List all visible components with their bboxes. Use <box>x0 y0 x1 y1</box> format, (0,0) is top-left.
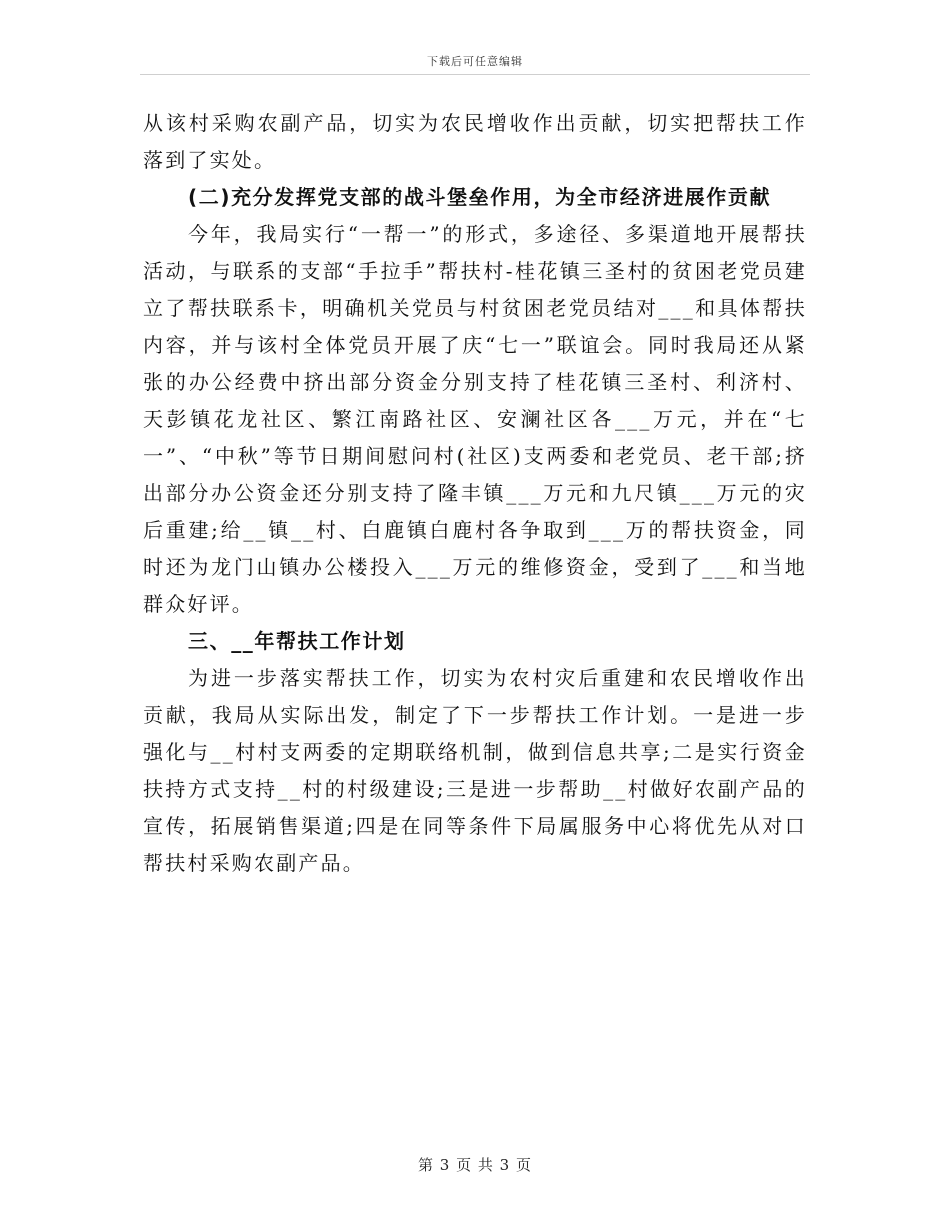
paragraph-party-branch: 今年，我局实行“一帮一”的形式，多途径、多渠道地开展帮扶活动，与联系的支部“手拉手”帮扶村-桂花镇三圣村的贫困老党员建立了帮扶联系卡，明确机关党员与村贫困老党员结对___和具体帮扶内容，并与该村全体党员开展了庆“七一”联谊会。同时我局还从紧张的办公经费中挤出部分资金分别支持了桂花镇三圣村、利济村、天彭镇花龙社区、繁江南路社区、安澜社区各___万元，并在“七一”、“中秋”等节日期间慰问村(社区)支两委和老党员、老干部;挤出部分办公资金还分别支持了隆丰镇___万元和九尺镇___万元的灾后重建;给__镇__村、白鹿镇白鹿村各争取到___万的帮扶资金，同时还为龙门山镇办公楼投入___万元的维修资金，受到了___和当地群众好评。 <box>143 222 807 616</box>
section-heading-3: 三、__年帮扶工作计划 <box>188 629 406 653</box>
page-footer: 第 3 页 共 3 页 <box>418 1156 532 1174</box>
paragraph-continuation: 从该村采购农副产品，切实为农民增收作出贡献，切实把帮扶工作落到了实处。 <box>143 111 807 172</box>
page-header: 下载后可任意编辑 <box>427 55 523 68</box>
document-body <box>143 105 807 882</box>
paragraph-work-plan: 为进一步落实帮扶工作，切实为农村灾后重建和农民增收作出贡献，我局从实际出发，制定了下一步帮扶工作计划。一是进一步强化与__村村支两委的定期联络机制，做到信息共享;二是实行资金扶持方式支持__村的村级建设;三是进一步帮助__村做好农副产品的宣传，拓展销售渠道;四是在同等条件下局属服务中心将优先从对口帮扶村采购农副产品。 <box>143 666 807 875</box>
section-heading-2: (二)充分发挥党支部的战斗堡垒作用，为全市经济进展作贡献 <box>188 185 772 209</box>
header-divider <box>140 74 810 75</box>
